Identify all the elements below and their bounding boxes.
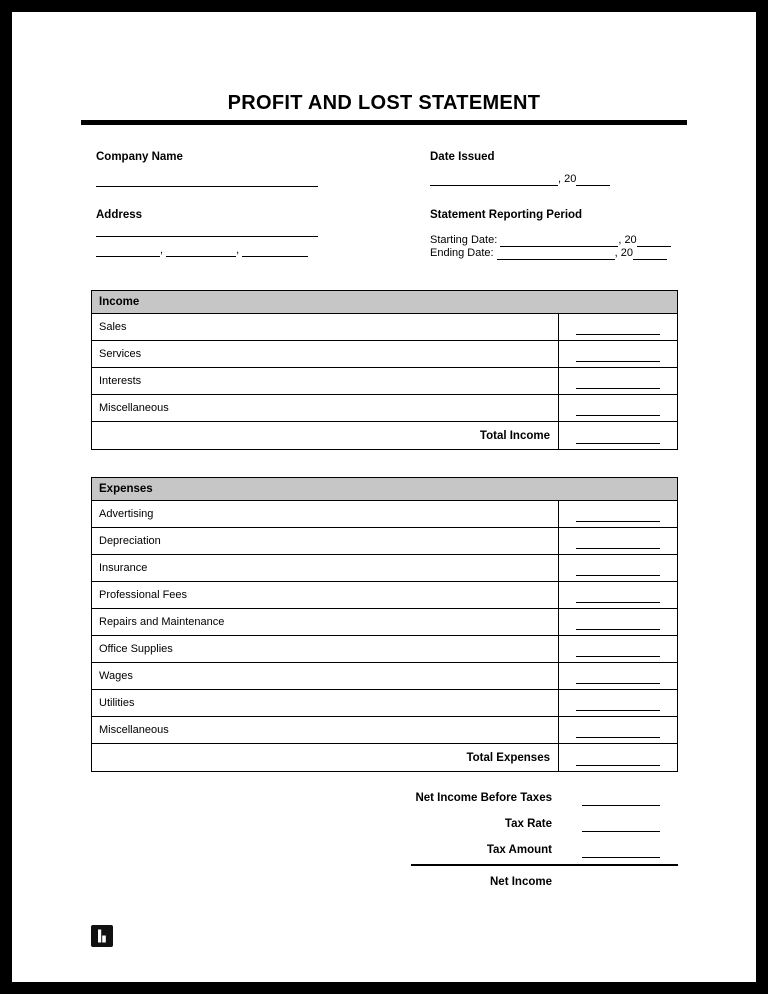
tax-rate-label: Tax Rate	[504, 818, 552, 830]
table-row	[92, 501, 677, 528]
date-issued-line	[430, 173, 610, 186]
address-label: Address	[96, 209, 143, 221]
expense-amount-cell	[558, 663, 677, 689]
ending-date-blank	[497, 249, 615, 260]
expense-row-label: Wages	[99, 670, 133, 682]
amount-blank	[576, 560, 660, 576]
table-row	[92, 341, 677, 368]
total-income-amount-cell	[558, 422, 677, 449]
income-row-label: Sales	[99, 321, 127, 333]
amount-blank	[576, 373, 660, 389]
expense-row-label: Miscellaneous	[99, 724, 169, 736]
address-line1-blank	[96, 230, 318, 237]
amount-blank	[576, 587, 660, 603]
expense-row-label: Insurance	[99, 562, 148, 574]
starting-date-blank	[500, 236, 618, 247]
net-income-before-taxes-label: Net Income Before Taxes	[415, 792, 552, 804]
amount-blank	[576, 346, 660, 362]
date-issued-blank	[430, 175, 558, 186]
summary-row	[411, 837, 678, 863]
starting-date-year-blank	[637, 236, 671, 247]
expense-amount-cell	[558, 501, 677, 527]
expense-row-label: Advertising	[99, 508, 154, 520]
summary-section	[411, 785, 678, 895]
reporting-period-label: Statement Reporting Period	[430, 209, 583, 221]
expense-amount-cell	[558, 555, 677, 581]
date-issued-year-prefix: , 20	[558, 173, 577, 185]
table-row	[92, 636, 677, 663]
expense-amount-cell	[558, 528, 677, 554]
address-separator: ,	[160, 244, 164, 256]
amount-blank	[576, 695, 660, 711]
company-name-label: Company Name	[96, 151, 183, 163]
expense-row-label: Repairs and Maintenance	[99, 616, 225, 628]
summary-blank	[582, 817, 660, 832]
amount-blank	[576, 750, 660, 766]
table-row-total	[92, 422, 677, 449]
expense-row-label: Depreciation	[99, 535, 161, 547]
expense-amount-cell	[558, 609, 677, 635]
summary-blank	[582, 791, 660, 806]
date-issued-year-blank	[576, 175, 610, 186]
table-row	[92, 395, 677, 422]
expense-row-label: Professional Fees	[99, 589, 188, 601]
address-city-blank	[96, 246, 160, 257]
income-amount-cell	[558, 368, 677, 394]
total-income-label: Total Income	[479, 429, 550, 442]
summary-divider	[411, 864, 678, 866]
expense-amount-cell	[558, 717, 677, 743]
expense-amount-cell	[558, 636, 677, 662]
ending-date-line	[430, 247, 667, 260]
table-row	[92, 717, 677, 744]
table-row	[92, 528, 677, 555]
table-row-total	[92, 744, 677, 771]
amount-blank	[576, 319, 660, 335]
address-line2	[96, 244, 308, 257]
summary-row	[411, 811, 678, 837]
ending-date-year-prefix: , 20	[614, 247, 634, 259]
starting-date-label: Starting Date:	[430, 234, 498, 246]
income-row-label: Interests	[99, 375, 142, 387]
page-title: PROFIT AND LOST STATEMENT	[227, 92, 541, 114]
ending-date-label: Ending Date:	[430, 247, 494, 259]
income-amount-cell	[558, 314, 677, 340]
amount-blank	[576, 533, 660, 549]
expense-row-label: Utilities	[99, 697, 135, 709]
amount-blank	[576, 641, 660, 657]
expense-amount-cell	[558, 582, 677, 608]
starting-date-line	[430, 234, 671, 247]
ending-date-year-blank	[633, 249, 667, 260]
income-amount-cell	[558, 395, 677, 421]
total-expenses-label: Total Expenses	[466, 751, 550, 764]
date-issued-label: Date Issued	[430, 151, 495, 163]
starting-date-year-prefix: , 20	[618, 234, 637, 246]
brand-logo-icon	[91, 925, 113, 947]
amount-blank	[576, 400, 660, 416]
summary-row-net-income	[411, 869, 678, 895]
table-row	[92, 663, 677, 690]
address-zip-blank	[242, 246, 308, 257]
expenses-table	[91, 477, 678, 772]
amount-blank	[576, 506, 660, 522]
table-row	[92, 555, 677, 582]
title-divider	[81, 120, 687, 125]
amount-blank	[576, 614, 660, 630]
expenses-table-header: Expenses	[92, 478, 677, 501]
summary-row	[411, 785, 678, 811]
table-row	[92, 368, 677, 395]
expense-row-label: Office Supplies	[99, 643, 173, 655]
address-state-blank	[166, 246, 236, 257]
amount-blank	[576, 722, 660, 738]
amount-blank	[576, 428, 660, 444]
company-name-blank	[96, 180, 318, 187]
income-table-header: Income	[92, 291, 677, 314]
table-row	[92, 609, 677, 636]
income-table	[91, 290, 678, 450]
expense-amount-cell	[558, 690, 677, 716]
income-row-label: Services	[99, 348, 142, 360]
income-row-label: Miscellaneous	[99, 402, 169, 414]
table-row	[92, 314, 677, 341]
address-separator: ,	[236, 244, 240, 256]
tax-amount-label: Tax Amount	[486, 844, 552, 856]
income-amount-cell	[558, 341, 677, 367]
amount-blank	[576, 668, 660, 684]
total-expenses-amount-cell	[558, 744, 677, 771]
net-income-label: Net Income	[490, 876, 552, 888]
table-row	[92, 582, 677, 609]
summary-blank	[582, 843, 660, 858]
table-row	[92, 690, 677, 717]
